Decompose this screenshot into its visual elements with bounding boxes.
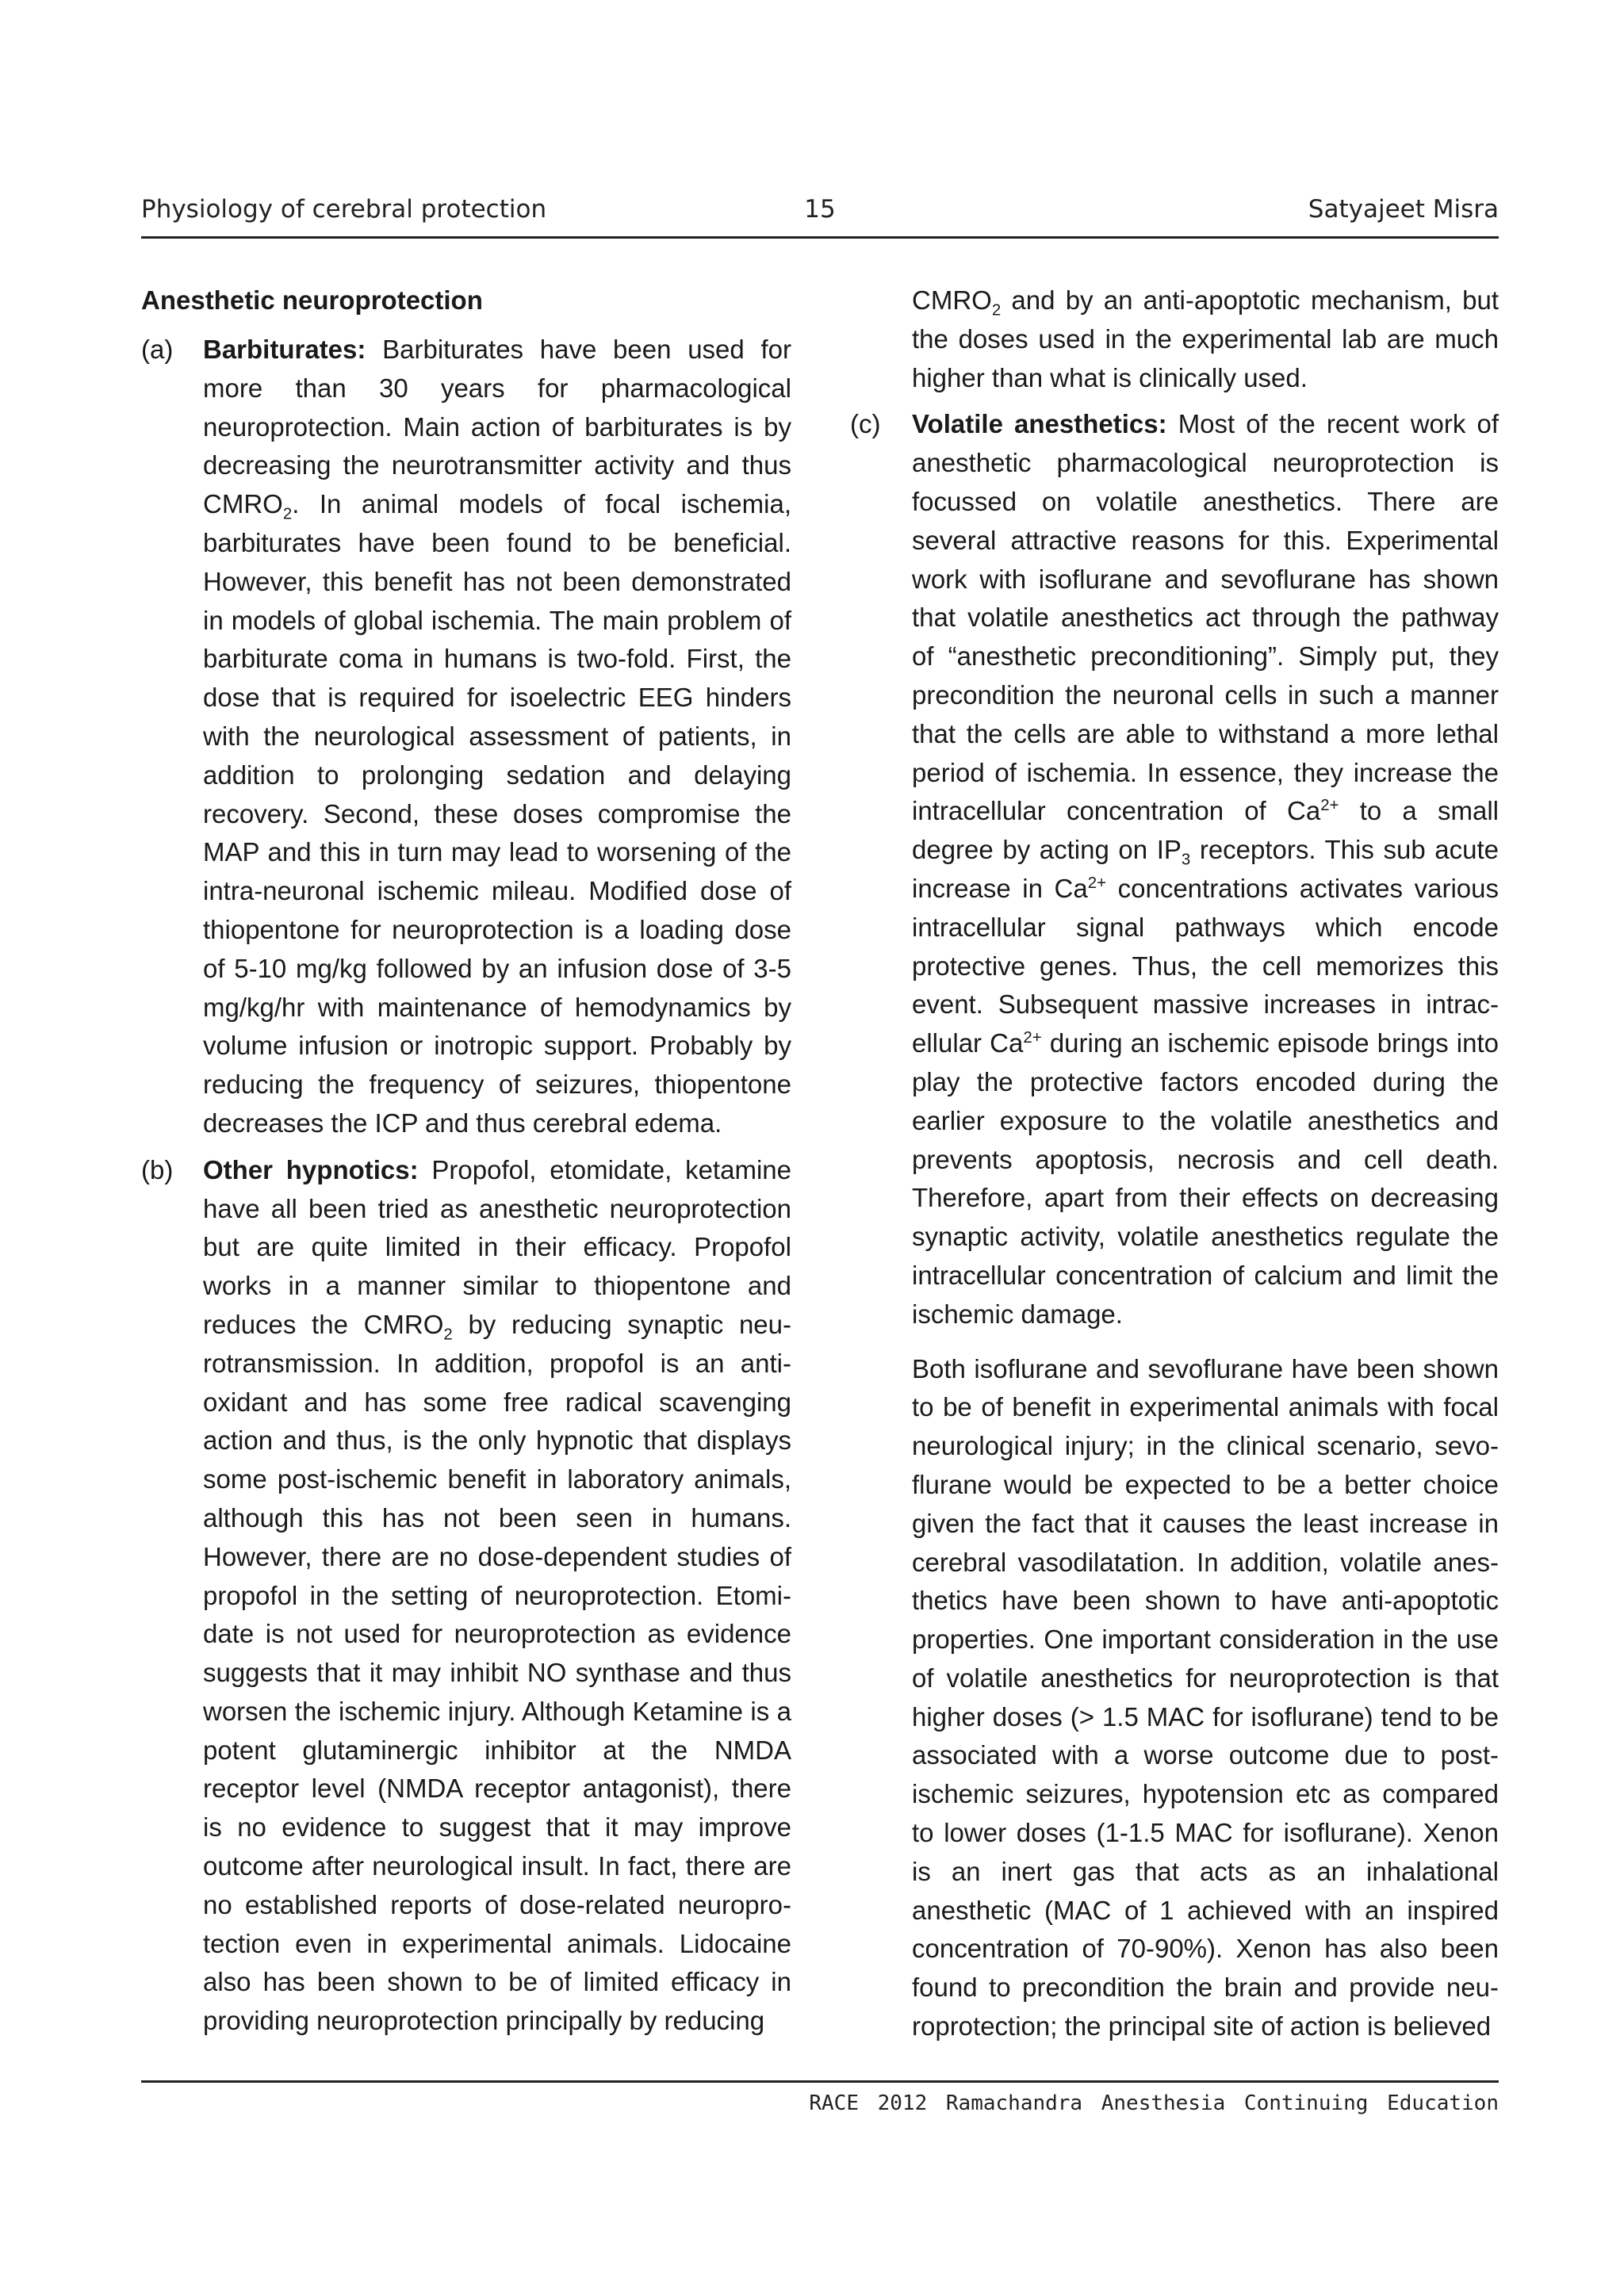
item-body bbox=[203, 1151, 791, 2041]
item-text: receptors. This sub acute increase in Ca bbox=[912, 835, 1499, 903]
paragraph-xenon bbox=[850, 1342, 1499, 2046]
subscript: 2 bbox=[282, 504, 293, 523]
item-text: Propofol, etomidate, ketamine have all been tried as anesthetic neuroprotection but are quite limited in their efficacy. Propofol works in a manner similar to thiopentone and reduces the CMRO bbox=[203, 1154, 791, 1339]
item-body bbox=[912, 405, 1499, 1334]
superscript: 2+ bbox=[1023, 1028, 1042, 1047]
list-item-barbiturates bbox=[141, 331, 791, 1143]
item-text: and by an anti-apoptotic mechanism, but the doses used in the experimental lab are much higher than what is clinically used. bbox=[912, 285, 1499, 392]
page-header bbox=[141, 190, 1499, 235]
page-footer: RACE 2012 Ramachandra Anesthesia Continuing Education bbox=[809, 2091, 1499, 2115]
list-item-continuation bbox=[850, 281, 1499, 397]
header-rule bbox=[141, 236, 1499, 239]
subscript: 2 bbox=[991, 300, 1002, 320]
subscript: 3 bbox=[1181, 850, 1191, 869]
item-lead: Volatile anesthetics: bbox=[912, 409, 1167, 439]
item-text: by reducing synaptic neurotransmission. In addition, propofol is an antioxidant and has some free radical scavenging action and thus, is the only hypnotic that displays some post-ischemic benefit in laboratory animals, although this has not been seen in humans. However, there are no dose-dependent studies of propofol in the setting of neuroprotection. Etomidate is not used for neuroprotection as evidence suggests that it may inhibit NO synthase and thus worsen the ischemic injury. Although Ketamine is a potent glutaminergic inhibitor at the NMDA receptor level (NMDA receptor antagonist), there is no evidence to suggest that it may improve outcome after neurological insult. In fact, there are no established reports of dose-related neuroprotection even in experimental animals. Lidocaine also has been shown to be of limited efficacy in providing neuroprotection principally by reducing bbox=[203, 1309, 791, 2036]
list-item-volatile-anesthetics bbox=[850, 405, 1499, 1334]
section-heading: Anesthetic neuroprotection bbox=[141, 285, 483, 315]
superscript: 2+ bbox=[1087, 873, 1107, 892]
item-text: CMRO bbox=[912, 285, 992, 315]
right-column bbox=[850, 281, 1499, 2054]
item-label: (b) bbox=[141, 1154, 174, 1184]
item-text: Most of the recent work of anesthetic pharmacological neuroprotection is focussed on volatile anesthetics. There are several attractive reasons for this. Experimental work with isoflurane and sevoflurane has shown that volatile anesthetics act through the pathway of “anesthetic preconditioning”. Simply put, they precondition the neuronal cells in such a manner that the cells are able to withstand a more lethal period of ischemia. In essence, they increase the intracellular concentration of Ca bbox=[912, 409, 1499, 826]
paragraph-text: Both isoflurane and sevoflurane have been shown to be of benefit in experimental animals with focal neurological injury; in the clinical scenario, sevoflurane would be expected to be a better choice given the fact that it causes the least increase in cerebral vasodilatation. In addition, volatile anesthetics have been shown to have anti-apoptotic properties. One important consideration in the use of volatile anesthetics for neuroprotection is that higher doses (> 1.5 MAC for isoflurane) tend to be associated with a worse outcome due to post-ischemic seizures, hypotension etc as compared to lower doses (1-1.5 MAC for isoflurane). Xenon is an inert gas that acts as an inhalational anesthetic (MAC of 1 achieved with an inspired concentration of 70-90%). Xenon has also been found to precondition the brain and provide neuroprotection; the principal site of action is believed bbox=[912, 1353, 1499, 2042]
item-lead: Other hypnotics: bbox=[203, 1154, 419, 1184]
list-item-other-hypnotics bbox=[141, 1151, 791, 2041]
item-text: concentrations activates various intracellular signal pathways which encode protective genes. Thus, the cell memorizes this event. Subsequent massive increases in intracellular Ca bbox=[912, 873, 1499, 1058]
running-title: Physiology of cerebral protection bbox=[141, 195, 547, 224]
superscript: 2+ bbox=[1320, 796, 1339, 815]
item-body bbox=[912, 281, 1499, 397]
item-text: to a small degree by acting on IP bbox=[912, 796, 1499, 865]
item-text: during an ischemic episode brings into play the protective factors encoded during the earlier exposure to the volatile anesthetics and prevents apoptosis, necrosis and cell death. Therefore, apart from their effects on decreasing synaptic activity, volatile anesthetics regulate the intracellular concentration of calcium and limit the ischemic damage. bbox=[912, 1028, 1499, 1329]
item-text: . In animal models of focal ischemia, barbiturates have been found to be beneficial. However, this benefit has not been demonstrated in models of global ischemia. The main problem of barbiturate coma in humans is two-fold. First, the dose that is required for isoelectric EEG hinders with the neurological assessment of patients, in addition to prolonging sedation and delaying recovery. Second, these doses compromise the MAP and this in turn may lead to worsening of the intra-neuronal ischemic mileau. Modified dose of thiopentone for neuroprotection is a loading dose of 5-10 mg/kg followed by an infusion dose of 3-5 mg/kg/hr with maintenance of hemodynamics by volume infusion or inotropic support. Probably by reducing the frequency of seizures, thiopentone decreases the ICP and thus cerebral edema. bbox=[203, 489, 791, 1138]
item-label: (a) bbox=[141, 335, 174, 364]
item-body bbox=[203, 331, 791, 1143]
item-label: (c) bbox=[850, 409, 881, 439]
page-number: 15 bbox=[804, 195, 836, 224]
author-name: Satyajeet Misra bbox=[1308, 195, 1499, 224]
item-text: Barbiturates have been used for more than 30 years for pharmacological neuroprotection. Main action of barbiturates is by decreasing the neurotransmitter activity and thus CMRO bbox=[203, 335, 791, 519]
item-lead: Barbiturates: bbox=[203, 335, 366, 364]
subscript: 2 bbox=[443, 1325, 453, 1344]
footer-rule bbox=[141, 2080, 1499, 2083]
left-column bbox=[141, 281, 791, 2049]
